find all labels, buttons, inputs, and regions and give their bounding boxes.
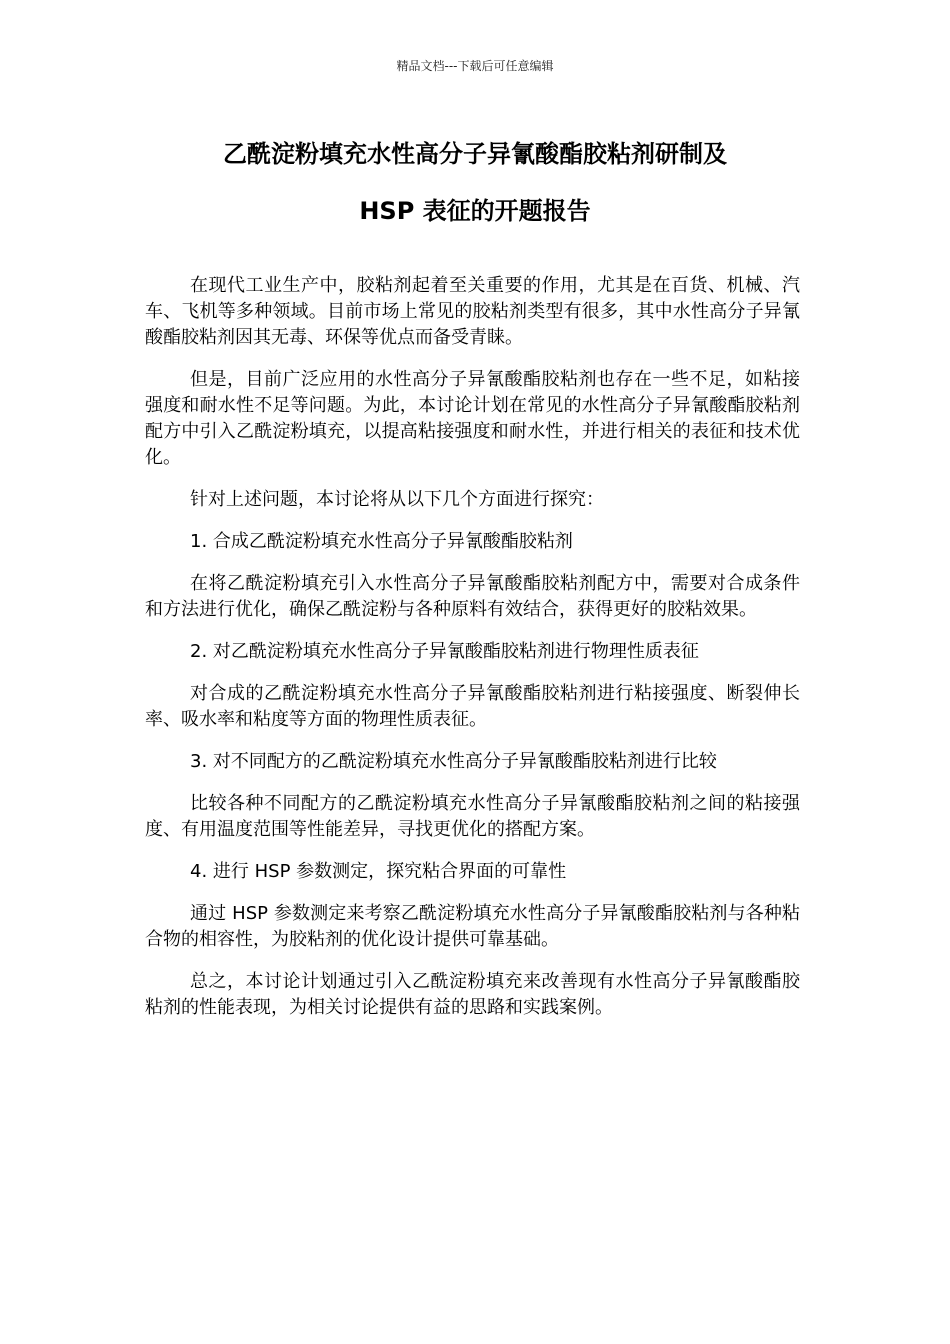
document-title-line-1: 乙酰淀粉填充水性高分子异氰酸酯胶粘剂研制及 [223,140,727,168]
paragraph-problem: 但是，目前广泛应用的水性高分子异氰酸酯胶粘剂也存在一些不足，如粘接强度和耐水性不足等问题。为此，本讨论计划在常见的水性高分子异氰酸酯胶粘剂配方中引入乙酰淀粉填充，以提高粘接强度和耐水性，并进行相关的表征和技术优化。 [145,369,800,468]
section-heading-2: 2. 对乙酰淀粉填充水性高分子异氰酸酯胶粘剂进行物理性质表征 [190,641,699,662]
paragraph-section-1: 在将乙酰淀粉填充引入水性高分子异氰酸酯胶粘剂配方中，需要对合成条件和方法进行优化，确保乙酰淀粉与各种原料有效结合，获得更好的胶粘效果。 [145,573,800,620]
paragraph-section-3: 比较各种不同配方的乙酰淀粉填充水性高分子异氰酸酯胶粘剂之间的粘接强度、有用温度范围等性能差异，寻找更优化的搭配方案。 [145,793,800,840]
section-heading-3: 3. 对不同配方的乙酰淀粉填充水性高分子异氰酸酯胶粘剂进行比较 [190,751,717,772]
paragraph-intro: 在现代工业生产中，胶粘剂起着至关重要的作用，尤其是在百货、机械、汽车、飞机等多种领域。目前市场上常见的胶粘剂类型有很多，其中水性高分子异氰酸酯胶粘剂因其无毒、环保等优点而备受青睐。 [145,275,800,348]
section-heading-1: 1. 合成乙酰淀粉填充水性高分子异氰酸酯胶粘剂 [190,531,573,552]
document-title-line-2: HSP 表征的开题报告 [359,197,591,225]
paragraph-conclusion: 总之，本讨论计划通过引入乙酰淀粉填充来改善现有水性高分子异氰酸酯胶粘剂的性能表现，为相关讨论提供有益的思路和实践案例。 [145,971,800,1018]
document-body [145,273,800,1037]
paragraph-outline: 针对上述问题，本讨论将从以下几个方面进行探究： [190,489,604,510]
section-heading-4: 4. 进行 HSP 参数测定，探究粘合界面的可靠性 [190,861,567,882]
paragraph-section-2: 对合成的乙酰淀粉填充水性高分子异氰酸酯胶粘剂进行粘接强度、断裂伸长率、吸水率和粘度等方面的物理性质表征。 [145,683,800,730]
paragraph-section-4: 通过 HSP 参数测定来考察乙酰淀粉填充水性高分子异氰酸酯胶粘剂与各种粘合物的相容性，为胶粘剂的优化设计提供可靠基础。 [145,903,800,950]
page-header: 精品文档---下载后可任意编辑 [396,59,554,73]
